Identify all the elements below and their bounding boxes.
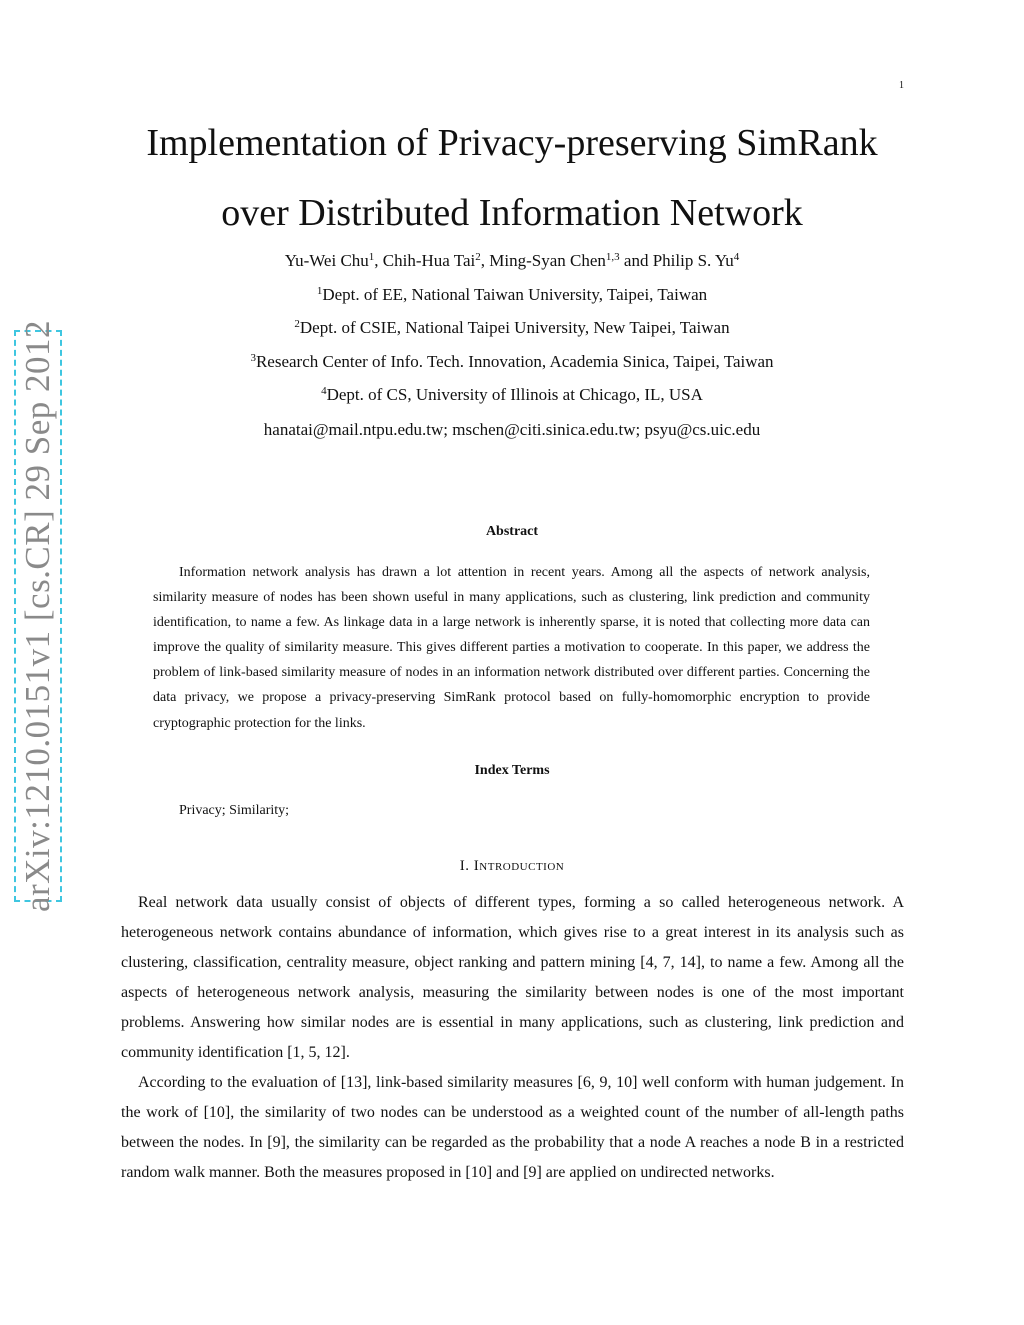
section-number: I. xyxy=(459,858,474,874)
index-terms-heading: Index Terms xyxy=(474,763,550,778)
arxiv-stamp-text: arXiv:1210.0151v1 [cs.CR] 29 Sep 2012 xyxy=(18,319,57,913)
affiliation xyxy=(80,285,944,305)
author-name: , Ming-Syan Chen xyxy=(480,251,606,270)
author-name: and Philip S. Yu xyxy=(619,251,734,270)
author-affil-mark: 1,3 xyxy=(605,251,620,263)
affiliation-mark: 4 xyxy=(321,385,327,397)
title-line-1: Implementation of Privacy-preserving SimRank xyxy=(146,122,878,164)
abstract-body: Information network analysis has drawn a lot attention in recent years. Among all the aspects of network analysis, similarity measure of nodes has been shown useful in many applications, such as clustering, link prediction and community identification, to name a few. As linkage data in a large network is inherently sparse, it is noted that collecting more data can improve the quality of similarity measure. This gives different parties a motivation to cooperate. In this paper, we address the problem of link-based similarity measure of nodes in an information network distributed over different parties. Concerning the data privacy, we propose a privacy-preserving SimRank protocol based on fully-homomorphic encryption to provide cryptographic protection for the links. xyxy=(153,565,870,731)
author-name: Yu-Wei Chu xyxy=(284,251,369,270)
author-list xyxy=(80,251,944,271)
affiliation-text: Research Center of Info. Tech. Innovation, Academia Sinica, Taipei, Taiwan xyxy=(255,352,774,371)
author-affil-mark: 4 xyxy=(733,251,740,263)
affiliation-mark: 3 xyxy=(250,352,256,364)
author-emails: hanatai@mail.ntpu.edu.tw; mschen@citi.sinica.edu.tw; psyu@cs.uic.edu xyxy=(263,420,761,439)
index-terms-body: Privacy; Similarity; xyxy=(179,803,290,818)
body-paragraph: Real network data usually consist of objects of different types, forming a so called heterogeneous network. A heterogeneous network contains abundance of information, which gives rise to a great interest in its analysis such as clustering, classification, centrality measure, object ranking and pattern mining [4, 7, 14], to name a few. Among all the aspects of heterogeneous network analysis, measuring the similarity between nodes is one of the most important problems. Answering how similar nodes are is essential in many applications, such as clustering, link prediction and community identification [1, 5, 12]. xyxy=(121,894,904,1061)
affiliation xyxy=(80,318,944,338)
affiliation-mark: 1 xyxy=(316,285,323,297)
paper-title xyxy=(80,108,944,248)
body-paragraph: According to the evaluation of [13], link-based similarity measures [6, 9, 10] well conform with human judgement. In the work of [10], the similarity of two nodes can be understood as a weighted count of the number of all-length paths between the nodes. In [9], the similarity can be regarded as the probability that a node A reaches a node B in a restricted random walk manner. Both the measures proposed in [10] and [9] are applied on undirected networks. xyxy=(121,1074,904,1181)
affiliation-text: Dept. of EE, National Taiwan University, Taipei, Taiwan xyxy=(322,285,708,304)
affiliation-text: Dept. of CS, University of Illinois at Chicago, IL, USA xyxy=(326,385,703,404)
title-line-2: over Distributed Information Network xyxy=(221,192,803,234)
author-name: , Chih-Hua Tai xyxy=(374,251,476,270)
section-heading xyxy=(80,858,944,875)
author-affil-mark: 2 xyxy=(475,251,481,263)
abstract-heading: Abstract xyxy=(485,524,539,539)
affiliation-mark: 2 xyxy=(294,318,300,330)
author-affil-mark: 1 xyxy=(368,251,375,263)
affiliation xyxy=(80,385,944,405)
affiliation-text: Dept. of CSIE, National Taipei University, New Taipei, Taiwan xyxy=(299,318,730,337)
section-title: Introduction xyxy=(473,858,565,874)
page-number: 1 xyxy=(899,80,904,91)
affiliation xyxy=(80,352,944,372)
